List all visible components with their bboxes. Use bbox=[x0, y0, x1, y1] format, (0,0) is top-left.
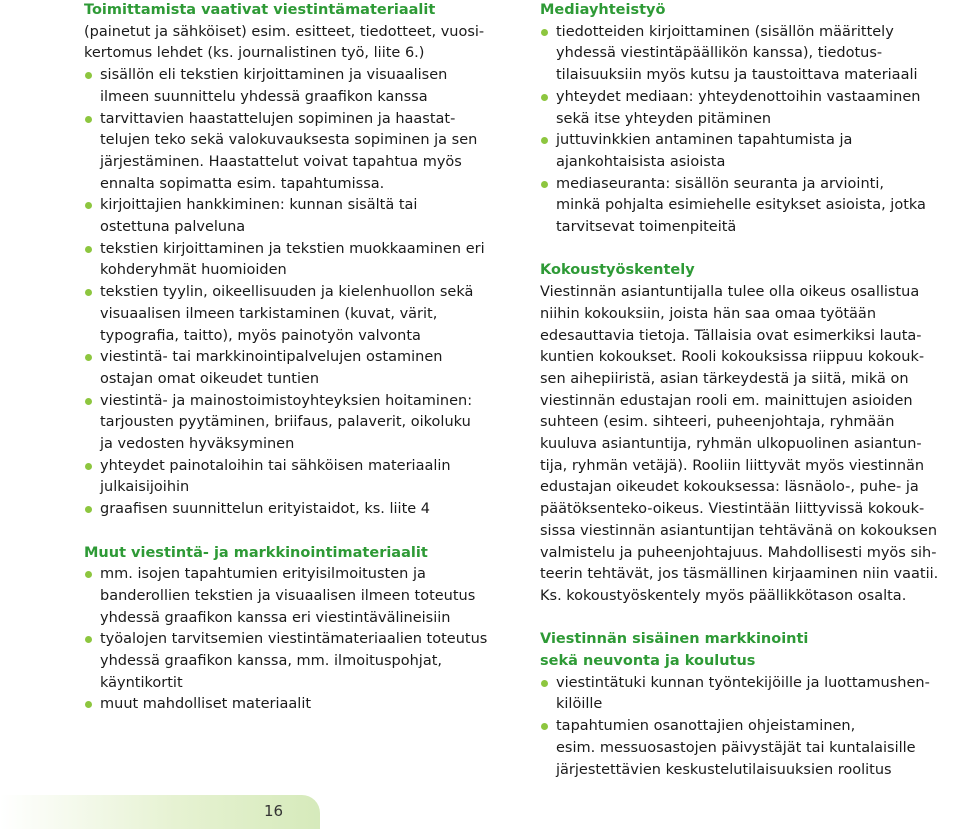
bullet-list-mediayhteistyo bbox=[540, 22, 950, 239]
list-item bbox=[84, 239, 516, 282]
bullet-icon bbox=[541, 181, 548, 188]
bullet-icon bbox=[85, 701, 92, 708]
bullet-icon bbox=[85, 506, 92, 513]
list-item bbox=[540, 130, 950, 173]
section-heading-sisainen-markkinointi: Viestinnän sisäinen markkinointi sekä neuvonta ja koulutus bbox=[540, 631, 809, 670]
list-item bbox=[84, 456, 516, 499]
list-item-text: juttuvinkkien antaminen tapahtumista ja ajankohtaisista asioista bbox=[556, 132, 853, 170]
list-item bbox=[540, 87, 950, 130]
list-item-text: kirjoittajien hankkiminen: kunnan sisältä tai ostettuna palveluna bbox=[100, 197, 418, 236]
list-item-text: sisällön eli tekstien kirjoittaminen ja visuaalisen ilmeen suunnittelu yhdessä graafikon kanssa bbox=[100, 67, 448, 105]
right-column bbox=[540, 0, 950, 781]
list-item bbox=[84, 694, 516, 716]
list-item-text: tekstien tyylin, oikeellisuuden ja kielenhuollon sekä visuaalisen ilmeen tarkistaminen (kuvat, värit, typografia, taitto), myös painotyön valvonta bbox=[100, 284, 474, 344]
list-item-text: graafisen suunnittelun erityistaidot, ks. liite 4 bbox=[100, 501, 431, 518]
list-item bbox=[84, 65, 516, 108]
bullet-list-toimittamista bbox=[84, 65, 516, 521]
bullet-icon bbox=[85, 463, 92, 470]
bullet-icon bbox=[541, 723, 548, 730]
bullet-list-sisainen-markkinointi bbox=[540, 673, 950, 782]
list-item bbox=[540, 174, 950, 239]
list-item-text: mm. isojen tapahtumien erityisilmoitusten ja banderollien tekstien ja visuaalisen ilmeen toteutus yhdessä graafikon kanssa eri viestintävälineisiin bbox=[100, 566, 476, 626]
list-item bbox=[84, 109, 516, 196]
intro-text: (painetut ja sähköiset) esim. esitteet, tiedotteet, vuosi- kertomus lehdet (ks. journalistinen työ, liite 6.) bbox=[84, 23, 485, 62]
bullet-icon bbox=[541, 94, 548, 101]
list-item-text: työalojen tarvitsemien viestintämateriaalien toteutus yhdessä graafikon kanssa, mm. ilmoituspohjat, käyntikortit bbox=[100, 631, 488, 691]
list-item-text: viestintä- ja mainostoimistoyhteyksien hoitaminen: tarjousten pyytäminen, briifaus, palaverit, oikoluku ja vedosten hyväksyminen bbox=[100, 392, 473, 453]
list-item-text: mediaseuranta: sisällön seuranta ja arviointi, minkä pohjalta esimiehelle esitykset asioista, jotka tarvitsevat toimenpiteitä bbox=[556, 175, 926, 236]
section-heading-toimittamista: Toimittamista vaativat viestintämateriaalit bbox=[84, 2, 436, 18]
list-item bbox=[540, 22, 950, 87]
list-item bbox=[84, 564, 516, 629]
list-item-text: yhteydet mediaan: yhteydenottoihin vastaaminen sekä itse yhteyden pitäminen bbox=[556, 88, 921, 127]
list-item bbox=[84, 282, 516, 347]
list-item-text: tapahtumien osanottajien ohjeistaminen, esim. messuosastojen päivystäjät tai kuntalaisille järjestettävien keskustelutilaisuuksien roolitus bbox=[556, 718, 916, 778]
section-heading-muut: Muut viestintä- ja markkinointimateriaalit bbox=[84, 544, 428, 561]
list-item-text: muut mahdolliset materiaalit bbox=[100, 696, 312, 713]
bullet-icon bbox=[85, 636, 92, 643]
page-number: 16 bbox=[264, 802, 284, 820]
section-heading-kokoustyoskentely: Kokoustyöskentely bbox=[540, 262, 695, 279]
list-item-text: tiedotteiden kirjoittaminen (sisällön määrittely yhdessä viestintäpäällikön kanssa), tiedotus- tilaisuuksiin myös kutsu ja taustoittava materiaali bbox=[556, 23, 918, 84]
list-item-text: tekstien kirjoittaminen ja tekstien muokkaaminen eri kohderyhmät huomioiden bbox=[100, 240, 485, 279]
bullet-icon bbox=[85, 571, 92, 578]
list-item bbox=[84, 499, 516, 521]
bullet-icon bbox=[85, 289, 92, 296]
list-item bbox=[540, 673, 950, 716]
list-item bbox=[540, 716, 950, 781]
bullet-icon bbox=[541, 680, 548, 687]
list-item bbox=[84, 195, 516, 238]
bullet-icon bbox=[85, 354, 92, 361]
list-item-text: viestintätuki kunnan työntekijöille ja luottamushen- kilöille bbox=[556, 674, 930, 713]
list-item bbox=[84, 347, 516, 390]
bullet-list-muut bbox=[84, 564, 516, 716]
bullet-icon bbox=[85, 116, 92, 123]
bullet-icon bbox=[85, 398, 92, 405]
list-item-text: viestintä- tai markkinointipalvelujen ostaminen ostajan omat oikeudet tuntien bbox=[100, 349, 443, 387]
bullet-icon bbox=[85, 72, 92, 79]
kokoustyoskentely-paragraph: Viestinnän asiantuntijalla tulee olla oikeus osallistua niihin kokouksiin, joista hän saa omaa työtään edesauttavia tietoja. Tällaisia ovat esimerkiksi lauta- kuntien kokoukset. Rooli kokouksissa riippuu kokouk- sen aihepiiristä, asian tärkeydestä ja siitä, mikä on viestinnän edustajan rooli em. mainittujen asioiden suhteen (esim. sihteeri, puheenjohtaja, ryhmään kuuluva asiantuntija, ryhmän ulkopuolinen asiantun- tija, ryhmän vetäjä). Rooliin liittyvät myös viestinnän edustajan oikeudet kokouksessa: läsnäolo-, puhe- ja päätöksenteko-oikeus. Viestintään liittyvissä kokouk- sissa viestinnän asiantuntijan tehtävänä on kokouksen valmistelu ja puheenjohtajuus. Mahdollisesti myös sih- teerin tehtävät, jos täsmällinen kirjaaminen niin vaatii. Ks. kokoustyöskentely myös päällikkötason osalta. bbox=[540, 284, 939, 604]
bullet-icon bbox=[85, 202, 92, 209]
bullet-icon bbox=[85, 246, 92, 253]
list-item bbox=[84, 391, 516, 456]
list-item-text: tarvittavien haastattelujen sopiminen ja haastat- telujen teko sekä valokuvauksesta sopiminen ja sen järjestäminen. Haastattelut voivat tapahtua myös ennalta sopimatta esim. tapahtumissa. bbox=[100, 110, 478, 192]
left-column bbox=[84, 0, 516, 716]
list-item bbox=[84, 629, 516, 694]
bullet-icon bbox=[541, 29, 548, 36]
section-heading-mediayhteistyo: Mediayhteistyö bbox=[540, 2, 666, 18]
bullet-icon bbox=[541, 137, 548, 144]
list-item-text: yhteydet painotaloihin tai sähköisen materiaalin julkaisijoihin bbox=[100, 457, 451, 496]
